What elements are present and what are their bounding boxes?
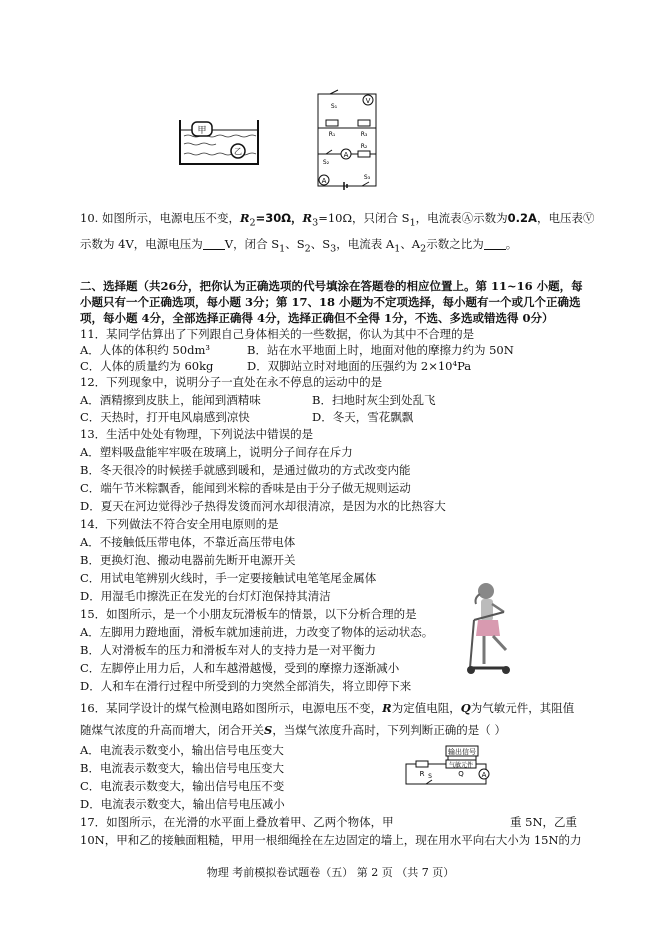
q12-stem: 12．下列现象中，说明分子一直处在永不停息的运动中的是 [80, 375, 383, 389]
q14-option-b: B．更换灯泡、搬动电器前先断开电源开关 [80, 553, 296, 567]
q14-option-a: A．不接触低压带电体，不靠近高压带电体 [80, 535, 296, 549]
ammeter-label: A [481, 771, 487, 779]
q12-option-c: C．天热时，打开电风扇感到凉快 [80, 410, 250, 424]
voltmeter-label: V [365, 97, 371, 105]
q12-option-d: D．冬天，雪花飘飘 [312, 410, 414, 424]
page-footer: 物理 考前模拟卷试题卷（五） 第 2 页 （共 7 页） [206, 866, 455, 879]
gas-circuit-figure [402, 742, 492, 790]
q13-stem: 13．生活中处处有物理，下列说法中错误的是 [80, 427, 314, 441]
q16-option-d: D．电流表示数变大，输出信号电压减小 [80, 797, 285, 811]
q16-option-c: C．电流表示数变大，输出信号电压不变 [80, 779, 285, 793]
output-signal-label: 输出信号 [448, 748, 476, 756]
answer-blank-2[interactable] [484, 238, 506, 250]
q10-line1: 10. 如图所示，电源电压不变，$R_2=30\Omega$，$R_3=10\Omega$，只闭合 $S_1$，电流表Ⓐ示数为0.2A，电压表Ⓥ [80, 211, 595, 229]
s1-label: S₁ [330, 103, 338, 110]
section2-heading-3: 项，每小题 4分，全部选择正确得 4分，选择正确但不全得 1分，不选、多选或错选得 0分） [80, 311, 554, 325]
q15-option-b: B．人对滑板车的压力和滑板车对人的支持力是一对平衡力 [80, 643, 376, 657]
s2-label: S₂ [322, 159, 330, 166]
r1-label: R₁ [328, 131, 336, 138]
q-label: Q [458, 770, 464, 778]
q14-option-c: C．用试电笔辨别火线时，手一定要接触试电笔笔尾金属体 [80, 571, 377, 585]
q13-option-b: B．冬天很冷的时候搓手就感到暖和，是通过做功的方式改变内能 [80, 463, 411, 477]
q13-option-a: A．塑料吸盘能牢牢吸在玻璃上，说明分子间存在斥力 [80, 445, 353, 459]
q10-line2: 示数为 4V，电源电压为 V，闭合 $S_1$、$S_2$、$S_3$，电流表 $A_1$、$A_2$示数之比为 。 [80, 237, 518, 255]
q16-stem-1: 16．某同学设计的煤气检测电路如图所示，电源电压不变，R为定值电阻，Q为气敏元件，其阻值 [80, 701, 575, 715]
q13-option-c: C．端午节米粽飘香，能闻到米粽的香味是由于分子做无规则运动 [80, 481, 411, 495]
q11-stem: 11．某同学估算出了下列跟自己身体相关的一些数据，你认为其中不合理的是 [80, 327, 475, 341]
ball-yi-label: 乙 [234, 147, 242, 156]
s-label: S [428, 773, 432, 780]
q17-line-2: 10N，甲和乙的接触面粗糙，甲用一根细绳拴在左边固定的墙上，现在用水平向右大小为 15N的力 [80, 833, 582, 847]
q17-line-1: 17．如图所示，在光滑的水平面上叠放着甲、乙两个物体，甲 [80, 815, 394, 829]
q15-option-a: A．左脚用力蹬地面，滑板车就加速前进，力改变了物体的运动状态。 [80, 625, 434, 639]
ammeter-a1-label: A [343, 151, 349, 159]
q16-stem-2: 随煤气浓度的升高而增大，闭合开关S，当煤气浓度升高时，下列判断正确的是（ ） [80, 723, 506, 737]
q15-option-d: D．人和车在滑行过程中所受到的力突然全部消失，将立即停下来 [80, 679, 412, 693]
s3-label: S₃ [363, 174, 371, 181]
q11-option-a: A．人体的体积约 50dm³ [80, 343, 210, 357]
q12-option-b: B．扫地时灰尘到处乱飞 [312, 393, 436, 407]
r3-label: R₃ [360, 131, 368, 138]
section2-heading-1: 二、选择题（共26分，把你认为正确选项的代号填涂在答题卷的相应位置上。第 11~16 小题，每 [80, 279, 583, 293]
q17-line-1b: 重 5N，乙重 [510, 815, 578, 829]
q16-option-a: A．电流表示数变小，输出信号电压变大 [80, 743, 284, 757]
r-label: R [419, 770, 425, 778]
q15-option-c: C．左脚停止用力后，人和车越滑越慢，受到的摩擦力逐渐减小 [80, 661, 400, 675]
section2-heading-2: 小题只有一个正确选项，每小题 3分；第 17、18 小题为不定项选择，每小题有一个或几个正确选 [80, 295, 581, 309]
scooter-figure [462, 580, 518, 676]
q14-option-d: D．用湿毛巾擦洗正在发光的台灯灯泡保持其清洁 [80, 589, 331, 603]
gas-element-label: 气敏元件 [448, 762, 474, 769]
answer-blank-1[interactable] [203, 238, 225, 250]
q11-option-d: D．双脚站立时对地面的压强约为 2×10⁴Pa [247, 359, 472, 373]
ammeter-a-label: A [321, 177, 327, 185]
q12-option-a: A．酒精擦到皮肤上，能闻到酒精味 [80, 393, 261, 407]
q15-stem: 15．如图所示，是一个小朋友玩滑板车的情景，以下分析合理的是 [80, 607, 417, 621]
q11-option-c: C．人体的质量约为 60kg [80, 359, 214, 373]
circuit-figure [312, 88, 384, 196]
q14-stem: 14．下列做法不符合安全用电原则的是 [80, 517, 279, 531]
q13-option-d: D．夏天在河边觉得沙子热得发烫而河水却很清凉，是因为水的比热容大 [80, 499, 446, 513]
tank-figure [178, 118, 260, 168]
block-jia-label: 甲 [197, 126, 207, 136]
q16-option-b: B．电流表示数变大，输出信号电压变大 [80, 761, 284, 775]
r2-label: R₂ [360, 143, 368, 150]
q11-option-b: B．站在水平地面上时，地面对他的摩擦力约为 50N [247, 343, 514, 357]
